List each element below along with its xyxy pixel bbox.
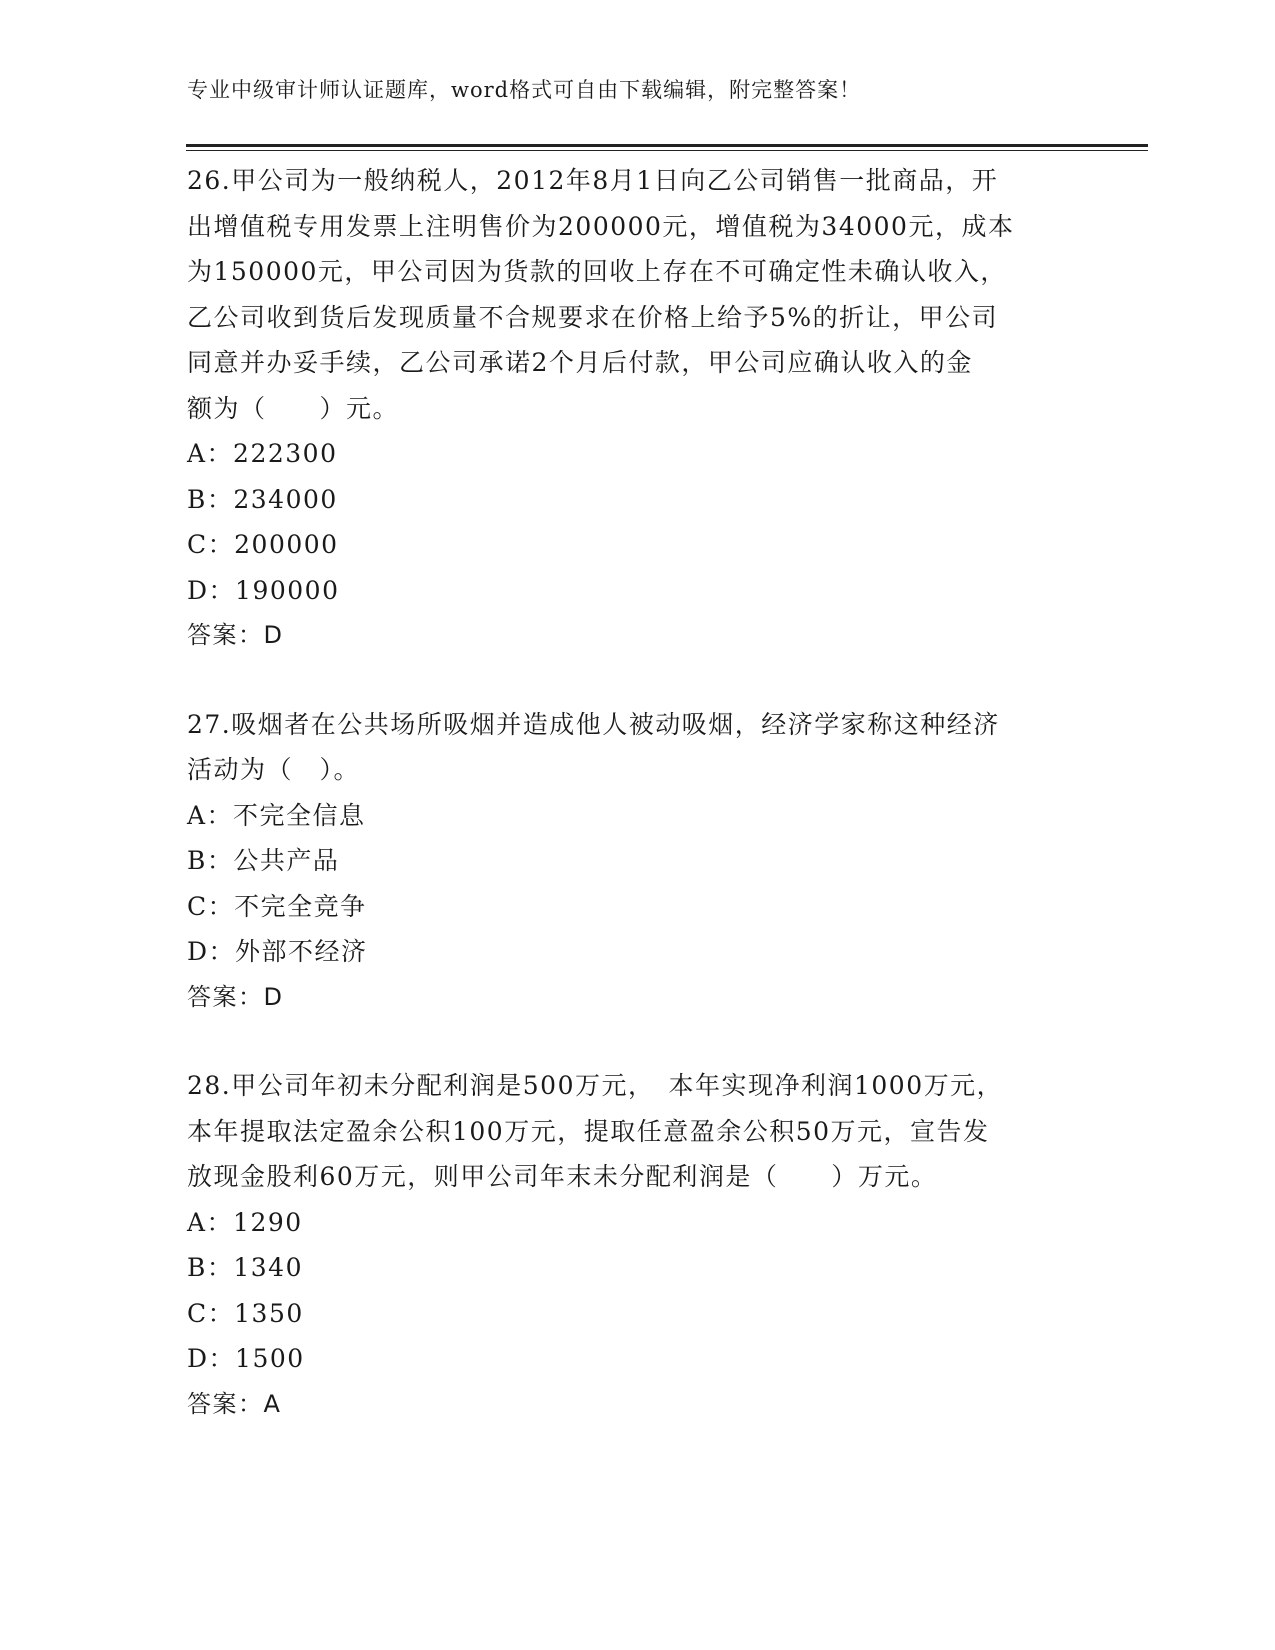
question-stem-line: 出增值税专用发票上注明售价为200000元，增值税为34000元，成本 xyxy=(187,211,1015,241)
question-stem-line: 为150000元，甲公司因为货款的回收上存在不可确定性未确认收入， xyxy=(187,257,1007,286)
question-stem-line: 乙公司收到货后发现质量不合规要求在价格上给予5%的折让，甲公司 xyxy=(187,302,999,332)
option-a: A：不完全信息 xyxy=(187,800,366,830)
option-c: C：200000 xyxy=(187,530,339,559)
question-27 xyxy=(187,702,1087,1021)
answer-label: 答案：D xyxy=(187,982,284,1011)
question-stem-line: 本年提取法定盈余公积100万元，提取任意盈余公积50万元，宣告发 xyxy=(187,1116,990,1146)
option-a: A：1290 xyxy=(187,1207,303,1237)
option-b: B：1340 xyxy=(187,1253,303,1282)
option-c: C：不完全竞争 xyxy=(187,891,367,921)
option-a: A：222300 xyxy=(187,439,338,468)
header-rule-thick xyxy=(186,144,1148,147)
page-header: 专业中级审计师认证题库，word格式可自由下载编辑，附完整答案！ xyxy=(187,78,862,102)
header-rule-thin xyxy=(186,150,1148,151)
answer-label: 答案：A xyxy=(187,1389,282,1418)
answer-label: 答案：D xyxy=(187,621,284,649)
question-stem-line: 活动为（ ）。 xyxy=(187,755,361,784)
question-28 xyxy=(187,1063,1087,1427)
question-list xyxy=(187,158,1087,1470)
question-stem-line: 额为（ ）元。 xyxy=(187,393,400,423)
option-c: C：1350 xyxy=(187,1298,304,1328)
question-stem-line: 放现金股利60万元，则甲公司年末未分配利润是（ ）万元。 xyxy=(187,1162,938,1191)
question-stem-line: 同意并办妥手续，乙公司承诺2个月后付款，甲公司应确认收入的金 xyxy=(187,348,973,377)
option-b: B：234000 xyxy=(187,484,338,514)
question-stem-line: 26.甲公司为一般纳税人，2012年8月1日向乙公司销售一批商品，开 xyxy=(187,166,999,195)
question-stem-line: 28.甲公司年初未分配利润是500万元， 本年实现净利润1000万元， xyxy=(187,1071,1004,1100)
option-d: D：外部不经济 xyxy=(187,937,368,966)
question-stem-line: 27.吸烟者在公共场所吸烟并造成他人被动吸烟，经济学家称这种经济 xyxy=(187,709,1000,739)
option-d: D：190000 xyxy=(187,575,340,605)
option-b: B：公共产品 xyxy=(187,846,340,875)
option-d: D：1500 xyxy=(187,1344,305,1373)
question-26 xyxy=(187,158,1087,659)
